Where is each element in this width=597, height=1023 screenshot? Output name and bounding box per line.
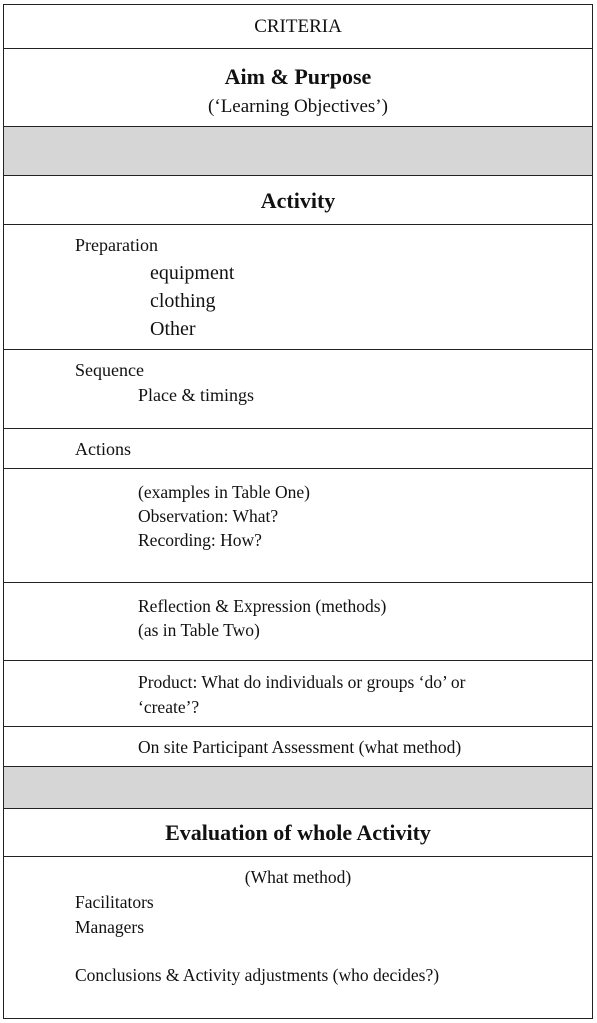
evaluation-line: Managers [75, 917, 145, 937]
reflection-line: (as in Table Two) [138, 620, 260, 640]
preparation-row [4, 224, 592, 349]
evaluation-line: Facilitators [75, 892, 154, 912]
onsite-row [4, 726, 592, 766]
aim-title: Aim & Purpose [224, 64, 372, 89]
criteria-heading: CRITERIA [254, 16, 342, 37]
evaluation-row [4, 808, 592, 856]
preparation-item: Other [150, 318, 196, 340]
activity-title: Activity [260, 188, 336, 213]
evaluation-title: Evaluation of whole Activity [165, 820, 431, 845]
aim-subtitle: (‘Learning Objectives’) [208, 96, 388, 117]
grey-separator-row [4, 766, 592, 808]
product-row [4, 660, 592, 726]
examples-line: Observation: What? [138, 506, 279, 526]
preparation-item: equipment [150, 262, 235, 284]
activity-row [4, 175, 592, 224]
product-line: Product: What do individuals or groups ‘do’ or [138, 672, 466, 692]
examples-line: (examples in Table One) [138, 482, 310, 502]
examples-line: Recording: How? [138, 530, 262, 550]
reflection-row [4, 582, 592, 660]
product-line: ‘create’? [138, 697, 200, 717]
actions-row [4, 428, 592, 468]
grey-separator-row [4, 126, 592, 175]
preparation-label: Preparation [75, 235, 158, 255]
onsite-text: On site Participant Assessment (what method) [138, 737, 462, 757]
examples-row [4, 468, 592, 582]
reflection-line: Reflection & Expression (methods) [138, 596, 387, 616]
criteria-table [3, 4, 593, 1019]
criteria-header-row [4, 5, 592, 48]
sequence-label: Sequence [75, 360, 144, 380]
evaluation-method: (What method) [244, 867, 352, 887]
actions-label: Actions [75, 439, 131, 459]
sequence-row [4, 349, 592, 428]
evaluation-conclusions: Conclusions & Activity adjustments (who decides?) [75, 965, 440, 985]
aim-purpose-row [4, 48, 592, 126]
sequence-detail: Place & timings [138, 385, 254, 405]
preparation-item: clothing [150, 290, 216, 312]
evaluation-body-row [4, 856, 592, 1018]
